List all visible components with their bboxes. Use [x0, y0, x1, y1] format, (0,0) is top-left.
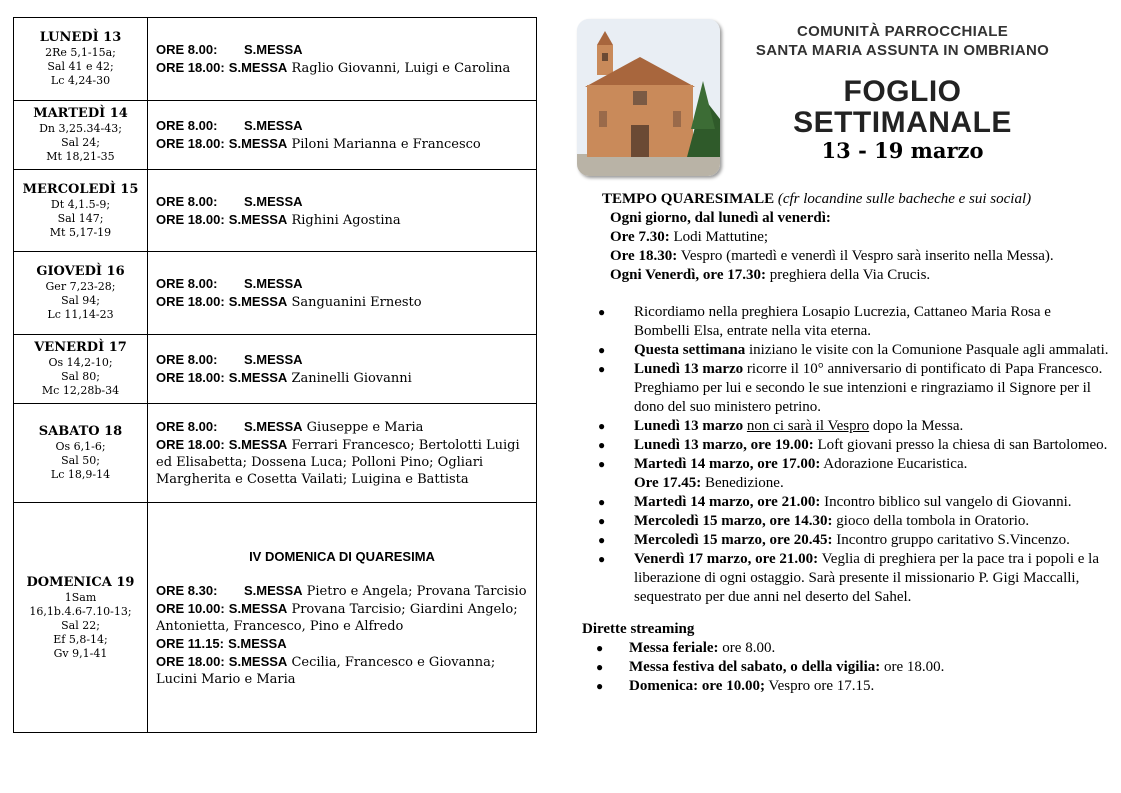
schedule-row-sunday: [14, 503, 537, 733]
mass-time: ORE 8.00:: [156, 419, 218, 434]
bullet-icon: ●: [598, 419, 606, 433]
day-name: SABATO 18: [38, 424, 123, 439]
notice-text: Loft giovani presso la chiesa di san Bartolomeo.: [817, 437, 1108, 453]
mass-line: [156, 41, 528, 59]
mass-line: [156, 418, 528, 436]
mass-label: S.MESSA: [228, 211, 288, 227]
reading: Os 14,2-10;: [48, 356, 113, 369]
mass-intention: Righini Agostina: [291, 212, 401, 228]
mass-time: ORE 10.00:: [156, 600, 225, 616]
lodi-time: Ore 7.30:: [610, 229, 670, 245]
notice-text: iniziano le visite con la Comunione Pasquale agli ammalati.: [749, 342, 1109, 358]
mass-line: [156, 635, 528, 653]
masses-cell: [148, 404, 537, 503]
reading: Lc 18,9-14: [50, 468, 111, 481]
notice-item: [582, 341, 1110, 360]
via-crucis-line: [610, 266, 1110, 285]
mass-schedule-table: [13, 17, 537, 733]
schedule-row-thursday: [14, 252, 537, 335]
mass-intention: Giuseppe e Maria: [306, 420, 424, 435]
mass-label: S.MESSA: [244, 582, 303, 598]
reading: Ger 7,23-28;: [45, 280, 116, 293]
notice-text: Ricordiamo nella preghiera Losapio Lucrezia, Cattaneo Maria Rosa e Bombelli Elsa, entrate nella vita eterna.: [634, 304, 1051, 339]
day-cell: [14, 170, 148, 252]
streaming-text: ore 8.00.: [722, 640, 776, 656]
reading: Mc 12,28b-34: [41, 384, 120, 397]
mass-time: ORE 18.00:: [156, 294, 225, 309]
notice-text: ricorre il 10° anniversario di pontificato di Papa Francesco. Preghiamo per lui e secondo le sue intenzioni e ringraziamo il Signore per il dono del suo ministero petrino.: [634, 361, 1103, 415]
mass-line: [156, 275, 528, 293]
mass-intention: Zaninelli Giovanni: [291, 371, 412, 386]
reading: 1Sam: [64, 590, 97, 604]
notice-item: [582, 531, 1110, 550]
mass-label: S.MESSA: [228, 370, 288, 385]
mass-time: ORE 8.00:: [156, 352, 218, 367]
reading: 16,1b.4.6-7.10-13;: [29, 604, 132, 618]
notice-bold: Mercoledì 15 marzo, ore 14.30:: [634, 513, 833, 529]
mass-intention: Ferrari Francesco; Bertolotti Luigi ed Elisabetta; Dossena Luca; Polloni Pino; Ogliari Margherita e Cosetta Vailati; Luigina e Battista: [156, 438, 520, 487]
bullet-icon: ●: [598, 362, 606, 376]
bullet-icon: ●: [598, 343, 606, 357]
bullet-icon: ●: [598, 533, 606, 547]
mass-line: [156, 351, 528, 369]
reading: Sal 24;: [61, 136, 100, 149]
masses-cell: [148, 503, 537, 733]
streaming-bold: Messa festiva del sabato, o della vigilia:: [629, 659, 881, 675]
mass-line: [156, 193, 528, 211]
reading: Dt 4,1.5-9;: [50, 197, 111, 211]
reading: Mt 5,17-19: [49, 225, 112, 239]
reading: Sal 80;: [61, 370, 100, 383]
reading: Gv 9,1-41: [53, 646, 108, 660]
bullet-icon: ●: [598, 438, 606, 452]
reading: Lc 4,24-30: [50, 74, 111, 87]
streaming-section: [582, 620, 1110, 696]
tempo-note: (cfr locandine sulle bacheche e sui social): [777, 191, 1032, 207]
mass-intention: Piloni Marianna e Francesco: [291, 137, 481, 152]
vespro-text: Vespro (martedì e venerdì il Vespro sarà inserito nella Messa).: [680, 248, 1054, 264]
streaming-bold: Domenica: ore 10.00;: [629, 678, 765, 694]
day-cell: [14, 503, 148, 733]
bullet-icon: ●: [598, 552, 606, 566]
reading: Sal 94;: [61, 294, 100, 307]
reading: Os 6,1-6;: [55, 440, 106, 453]
reading: Sal 147;: [57, 211, 104, 225]
mass-time: ORE 18.00:: [156, 370, 225, 385]
day-name: VENERDÌ 17: [34, 340, 127, 355]
reading: Dn 3,25.34-43;: [39, 122, 122, 135]
day-name: DOMENICA 19: [26, 574, 135, 590]
reading: Mt 18,21-35: [46, 150, 115, 163]
mass-label: S.MESSA: [244, 276, 303, 291]
mass-label: S.MESSA: [244, 118, 303, 133]
mass-time: ORE 8.00:: [156, 193, 218, 209]
day-cell: [14, 101, 148, 170]
notices-list: [582, 303, 1110, 607]
bullet-icon: ●: [596, 679, 604, 693]
notice-bold: Lunedì 13 marzo: [634, 361, 744, 377]
mass-intention: Raglio Giovanni, Luigi e Carolina: [291, 61, 511, 76]
notice-item: [582, 303, 1110, 341]
reading: Lc 11,14-23: [47, 308, 114, 321]
mass-label: S.MESSA: [228, 635, 287, 651]
mass-label: S.MESSA: [244, 42, 303, 57]
notice-item: [582, 512, 1110, 531]
notice-item: [582, 455, 1110, 493]
schedule-row-tuesday: [14, 101, 537, 170]
vespro-line: [610, 247, 1110, 266]
streaming-bold: Messa feriale:: [629, 640, 719, 656]
bullet-icon: ●: [596, 660, 604, 674]
notice-text: Incontro biblico sul vangelo di Giovanni.: [824, 494, 1072, 510]
notice-text: Adorazione Eucaristica.: [823, 456, 968, 472]
mass-line: [156, 117, 528, 135]
reading: Sal 41 e 42;: [47, 60, 114, 73]
streaming-item: [582, 677, 1110, 696]
mass-time: ORE 8.30:: [156, 582, 218, 598]
mass-label: S.MESSA: [244, 193, 303, 209]
mass-intention: Cecilia, Francesco e Giovanna; Lucini Mario e Maria: [156, 654, 496, 687]
tempo-heading: [602, 190, 1110, 209]
bulletin-header: [740, 22, 1065, 164]
notice-item: [582, 417, 1110, 436]
community-name: COMUNITÀ PARROCCHIALE: [796, 23, 1008, 40]
daily-label: Ogni giorno, dal lunedì al venerdì:: [610, 210, 831, 226]
schedule-row-monday: [14, 18, 537, 101]
lodi-line: [610, 228, 1110, 247]
notice-bold: Questa settimana: [634, 342, 746, 358]
bulletin-title: FOGLIO: [843, 75, 962, 108]
vespro-time: Ore 18.30:: [610, 248, 678, 264]
reading: Sal 22;: [61, 618, 100, 632]
mass-label: S.MESSA: [228, 437, 288, 452]
schedule-row-wednesday: [14, 170, 537, 252]
streaming-text: ore 18.00.: [884, 659, 945, 675]
reading: 2Re 5,1-15a;: [45, 46, 116, 59]
streaming-item: [582, 639, 1110, 658]
bullet-icon: ●: [596, 641, 604, 655]
mass-line: [156, 293, 528, 311]
daily-heading: [610, 209, 1110, 228]
mass-line: [156, 59, 528, 77]
mass-time: ORE 18.00:: [156, 437, 225, 452]
notice-underline: non ci sarà il Vespro: [746, 418, 870, 434]
mass-label: S.MESSA: [228, 600, 288, 616]
notice-item: [582, 360, 1110, 417]
notice-text: Veglia di preghiera per la pace tra i popoli e la liberazione di ogni ostaggio. Sarà presente il missionario P. Gigi Maccalli, sequestrato per due anni nel deserto del Sahel.: [634, 551, 1100, 605]
notice-item: [582, 550, 1110, 607]
tempo-title: TEMPO QUARESIMALE: [602, 191, 775, 207]
mass-time: ORE 8.00:: [156, 42, 218, 57]
mass-line: [156, 653, 528, 688]
notice-item: [582, 436, 1110, 455]
streaming-item: [582, 658, 1110, 677]
notices-section: [582, 190, 1110, 696]
notice-bold: Martedì 14 marzo, ore 17.00:: [634, 456, 821, 472]
mass-time: ORE 11.15:: [156, 635, 224, 651]
notice-bold: Lunedì 13 marzo: [634, 418, 744, 434]
mass-label: S.MESSA: [244, 419, 303, 434]
notice-text: Incontro gruppo caritativo S.Vincenzo.: [836, 532, 1070, 548]
bullet-icon: ●: [598, 457, 606, 471]
schedule-row-saturday: [14, 404, 537, 503]
mass-label: S.MESSA: [228, 60, 288, 75]
notice-text: Benedizione.: [704, 475, 784, 491]
day-name: LUNEDÌ 13: [39, 30, 122, 45]
streaming-list: [582, 639, 1110, 696]
mass-line: [156, 369, 528, 387]
mass-time: ORE 8.00:: [156, 118, 218, 133]
lodi-text: Lodi Mattutine;: [673, 229, 769, 245]
mass-intention: Pietro e Angela; Provana Tarcisio: [306, 583, 527, 599]
notice-text: gioco della tombola in Oratorio.: [836, 513, 1030, 529]
mass-time: ORE 18.00:: [156, 60, 225, 75]
day-cell: [14, 404, 148, 503]
day-cell: [14, 252, 148, 335]
masses-cell: [148, 18, 537, 101]
mass-time: ORE 8.00:: [156, 276, 218, 291]
streaming-text: Vespro ore 17.15.: [768, 678, 875, 694]
via-crucis-text: preghiera della Via Crucis.: [769, 267, 931, 283]
notice-item: [582, 493, 1110, 512]
notice-bold: Martedì 14 marzo, ore 21.00:: [634, 494, 821, 510]
church-illustration: [577, 19, 720, 176]
reading: Ef 5,8-14;: [53, 632, 108, 646]
sunday-title: IV DOMENICA DI QUARESIMA: [249, 548, 435, 564]
notice-text: dopo la Messa.: [872, 418, 964, 434]
masses-cell: [148, 170, 537, 252]
mass-label: S.MESSA: [228, 136, 288, 151]
mass-line: [156, 582, 528, 600]
day-cell: [14, 335, 148, 404]
mass-label: S.MESSA: [228, 294, 288, 309]
mass-label: S.MESSA: [244, 352, 303, 367]
mass-intention: Sanguanini Ernesto: [291, 295, 422, 310]
notice-bold: Lunedì 13 marzo, ore 19.00:: [634, 437, 814, 453]
church-photo: [577, 19, 720, 176]
streaming-title: Dirette streaming: [582, 621, 695, 637]
mass-label: S.MESSA: [228, 653, 288, 669]
notice-bold: Venerdì 17 marzo, ore 21.00:: [634, 551, 819, 567]
bulletin-subtitle: SETTIMANALE: [793, 106, 1012, 139]
bullet-icon: ●: [598, 514, 606, 528]
bullet-icon: ●: [598, 495, 606, 509]
via-crucis-time: Ogni Venerdì, ore 17.30:: [610, 267, 766, 283]
day-name: MARTEDÌ 14: [33, 106, 128, 121]
notice-bold: Ore 17.45:: [634, 475, 702, 491]
mass-line: [156, 135, 528, 153]
masses-cell: [148, 101, 537, 170]
day-cell: [14, 18, 148, 101]
schedule-row-friday: [14, 335, 537, 404]
mass-line: [156, 211, 528, 229]
mass-time: ORE 18.00:: [156, 653, 225, 669]
notice-bold: Mercoledì 15 marzo, ore 20.45:: [634, 532, 833, 548]
parish-name: SANTA MARIA ASSUNTA IN OMBRIANO: [755, 42, 1050, 59]
mass-intention: Provana Tarcisio; Giardini Angelo; Antonietta, Francesco, Pino e Alfredo: [156, 601, 518, 634]
mass-time: ORE 18.00:: [156, 211, 225, 227]
day-name: GIOVEDÌ 16: [36, 264, 125, 279]
masses-cell: [148, 335, 537, 404]
bullet-icon: ●: [598, 305, 606, 319]
week-dates: 13 - 19 marzo: [821, 138, 984, 163]
mass-line: [156, 436, 528, 488]
day-name: MERCOLEDÌ 15: [22, 181, 139, 197]
mass-line: [156, 600, 528, 635]
mass-time: ORE 18.00:: [156, 136, 225, 151]
reading: Sal 50;: [61, 454, 100, 467]
masses-cell: [148, 252, 537, 335]
